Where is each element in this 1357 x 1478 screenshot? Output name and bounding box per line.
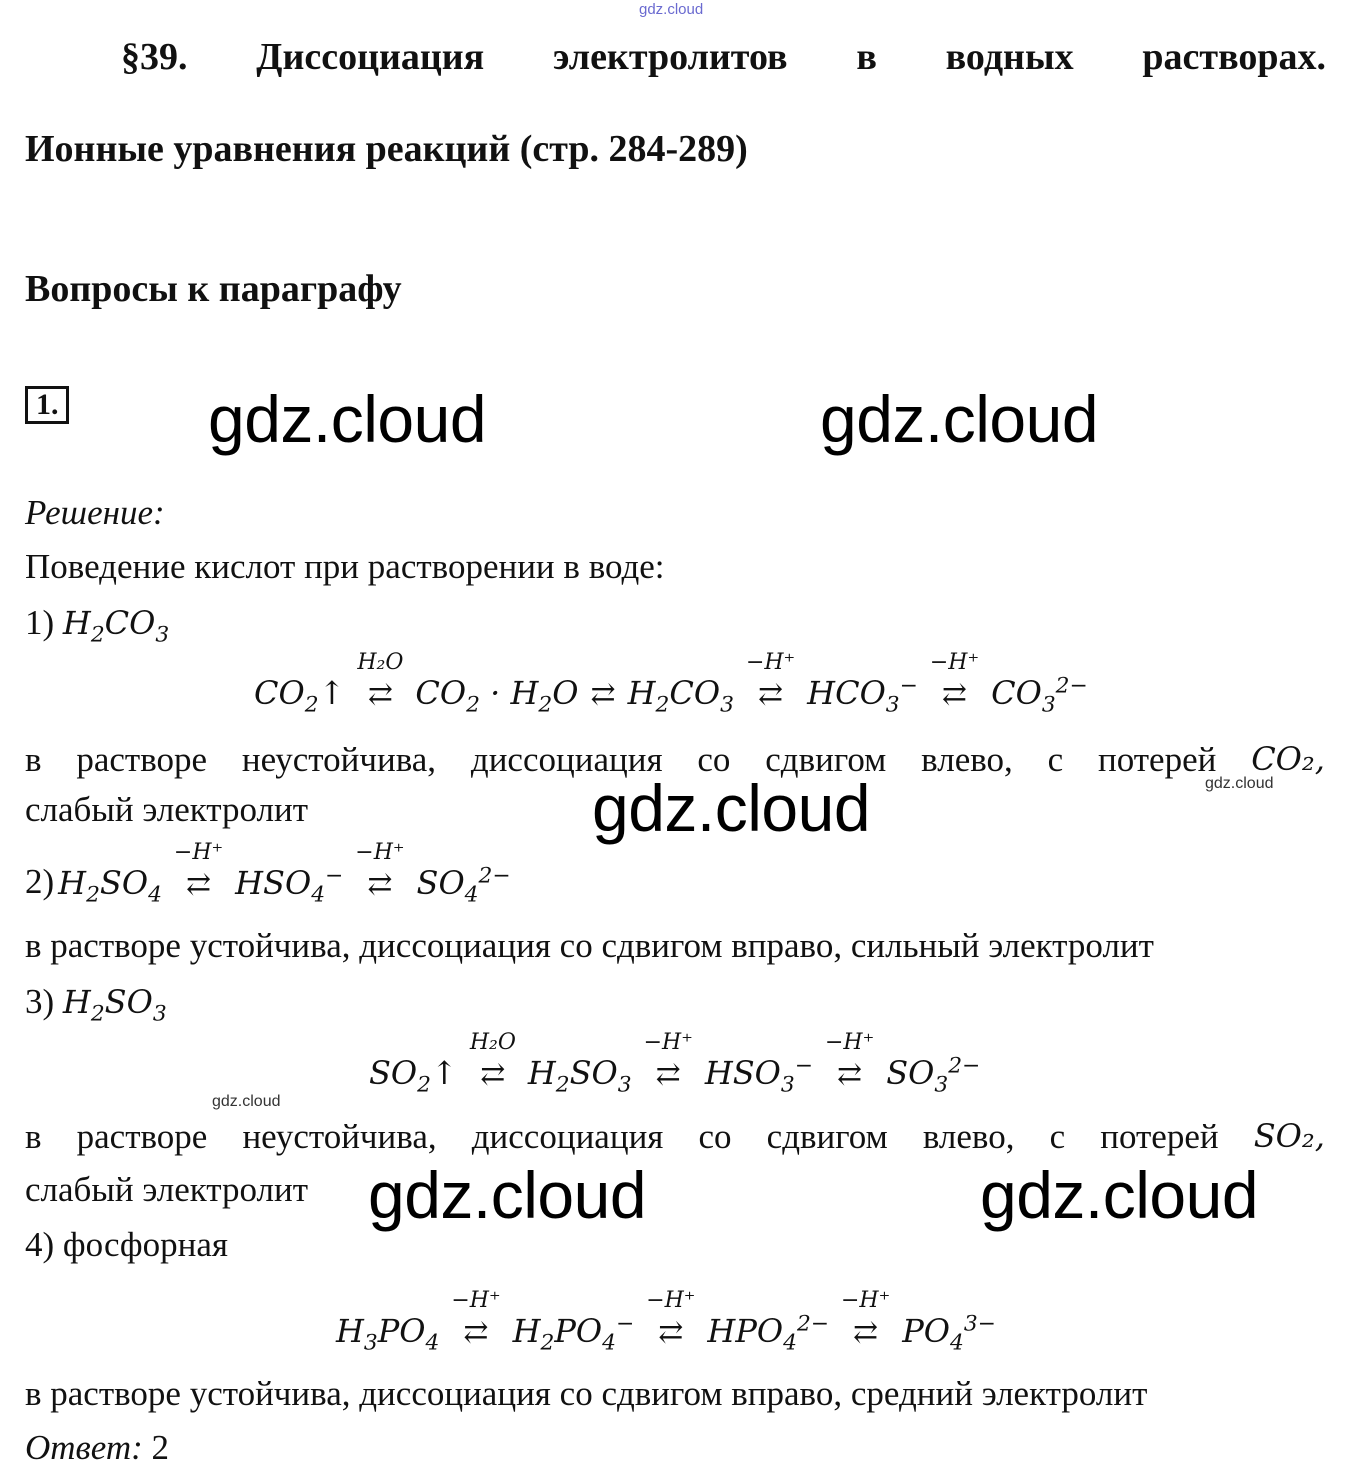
page-title-line1 <box>121 35 1326 79</box>
desc-word: растворе <box>76 740 208 779</box>
desc-word: сдвигом <box>765 740 887 779</box>
eq-term: $H_2CO_3$ <box>627 674 734 718</box>
desc-word: неустойчива, <box>242 1117 437 1156</box>
section-heading: Вопросы к параграфу <box>25 268 402 310</box>
item3-heading <box>25 982 167 1027</box>
eq-term: $H_3PO_4$ <box>336 1312 440 1356</box>
item2-equation <box>25 840 517 908</box>
item3-formula: $H_2SO_3$ <box>62 983 167 1027</box>
eq-arrow: −H⁺ ⇄ <box>646 1288 696 1350</box>
desc-word: потерей <box>1100 1117 1219 1156</box>
item2-label: 2) <box>25 862 55 901</box>
item2-description: в растворе устойчива, диссоциация со сдвигом вправо, сильный электролит <box>25 926 1154 965</box>
watermark-big: gdz.cloud <box>980 1158 1259 1232</box>
title-word: электролитов <box>553 36 788 78</box>
title-word: водных <box>945 36 1074 78</box>
desc-word: с <box>1047 740 1064 779</box>
eq-arrow: H₂O ⇄ <box>357 650 404 712</box>
title-word: §39. <box>121 36 188 78</box>
item1-formula: $H_2CO_3$ <box>62 604 170 648</box>
desc-word: в <box>25 1117 42 1156</box>
eq-term: $H_2SO_3$ <box>527 1054 632 1098</box>
item1-equation <box>248 650 1094 718</box>
title-word: растворах. <box>1142 36 1326 78</box>
eq-term: $SO_3^{2-}$ <box>886 1053 981 1098</box>
eq-arrow: −H⁺ ⇄ <box>355 840 405 902</box>
solution-label: Решение: <box>25 493 165 532</box>
desc-word: диссоциация <box>470 740 663 779</box>
eq-arrow: −H⁺ ⇄ <box>745 650 796 712</box>
item1-label: 1) <box>25 603 55 642</box>
eq-term: $HSO_4^-$ <box>235 863 344 908</box>
eq-term: $CO_2↑$ <box>254 674 346 718</box>
desc-word: неустойчива, <box>241 740 437 779</box>
desc-word: влево, <box>922 1117 1015 1156</box>
watermark-big: gdz.cloud <box>208 382 487 456</box>
watermark-big: gdz.cloud <box>592 771 871 845</box>
watermark-big: gdz.cloud <box>820 382 1099 456</box>
eq-term: $H_2SO_4$ <box>58 864 162 908</box>
eq-arrow: −H⁺ ⇄ <box>173 840 224 902</box>
desc-word: со <box>697 740 731 779</box>
watermark-big: gdz.cloud <box>368 1158 647 1232</box>
eq-arrow: −H⁺ ⇄ <box>643 1030 693 1092</box>
eq-arrow: −H⁺ ⇄ <box>824 1030 875 1092</box>
watermark-small: gdz.cloud <box>212 1093 281 1110</box>
question-number-box: 1. <box>25 386 69 424</box>
desc-word: со <box>698 1117 732 1156</box>
eq-term: $CO_2 \cdot H_2O$ <box>415 674 579 718</box>
eq-term: $HSO_3^-$ <box>704 1053 813 1098</box>
title-word: в <box>856 36 877 78</box>
answer-label: Ответ: <box>25 1428 143 1467</box>
item3-description-line2: слабый электролит <box>25 1170 309 1209</box>
item4-description: в растворе устойчива, диссоциация со сдвигом вправо, средний электролит <box>25 1374 1148 1413</box>
eq-term: $SO_2↑$ <box>369 1054 458 1098</box>
item3-equation <box>363 1030 986 1098</box>
eq-term: $HPO_4^{2-}$ <box>707 1311 829 1356</box>
intro-text: Поведение кислот при растворении в воде: <box>25 547 665 586</box>
title-word: Диссоциация <box>256 36 485 78</box>
watermark-top: gdz.cloud <box>639 1 704 18</box>
eq-arrow: −H⁺ ⇄ <box>929 650 980 712</box>
page-title-line2: Ионные уравнения реакций (стр. 284-289) <box>25 128 748 170</box>
eq-arrow: −H⁺ ⇄ <box>841 1288 891 1350</box>
item3-label: 3) <box>25 982 55 1021</box>
item1-heading <box>25 603 170 648</box>
item4-heading: 4) фосфорная <box>25 1225 228 1264</box>
item4-equation <box>330 1288 1002 1356</box>
desc-word: сдвигом <box>766 1117 888 1156</box>
desc-word: растворе <box>76 1117 208 1156</box>
eq-term: $H_2PO_4^-$ <box>512 1311 635 1356</box>
item3-description <box>25 1117 1325 1157</box>
watermark-small: gdz.cloud <box>1205 775 1274 792</box>
eq-term: $CO_3^{2-}$ <box>991 673 1088 718</box>
desc-formula: CO₂, <box>1251 740 1325 778</box>
desc-word: диссоциация <box>471 1117 664 1156</box>
eq-term: $SO_4^{2-}$ <box>416 863 511 908</box>
eq-arrow: −H⁺ ⇄ <box>451 1288 501 1350</box>
item1-description-line2: слабый электролит <box>25 790 309 829</box>
answer <box>25 1428 169 1468</box>
eq-arrow: ⇄ <box>590 677 616 712</box>
desc-word: с <box>1049 1117 1066 1156</box>
desc-word: потерей <box>1097 740 1217 779</box>
desc-word: влево, <box>921 740 1013 779</box>
eq-term: $HCO_3^-$ <box>807 673 918 718</box>
eq-term: $PO_4^{3-}$ <box>902 1311 996 1356</box>
desc-formula: SO₂, <box>1253 1117 1325 1155</box>
desc-word: в <box>25 740 42 779</box>
eq-arrow: H₂O ⇄ <box>469 1030 516 1092</box>
answer-value: 2 <box>151 1428 169 1467</box>
